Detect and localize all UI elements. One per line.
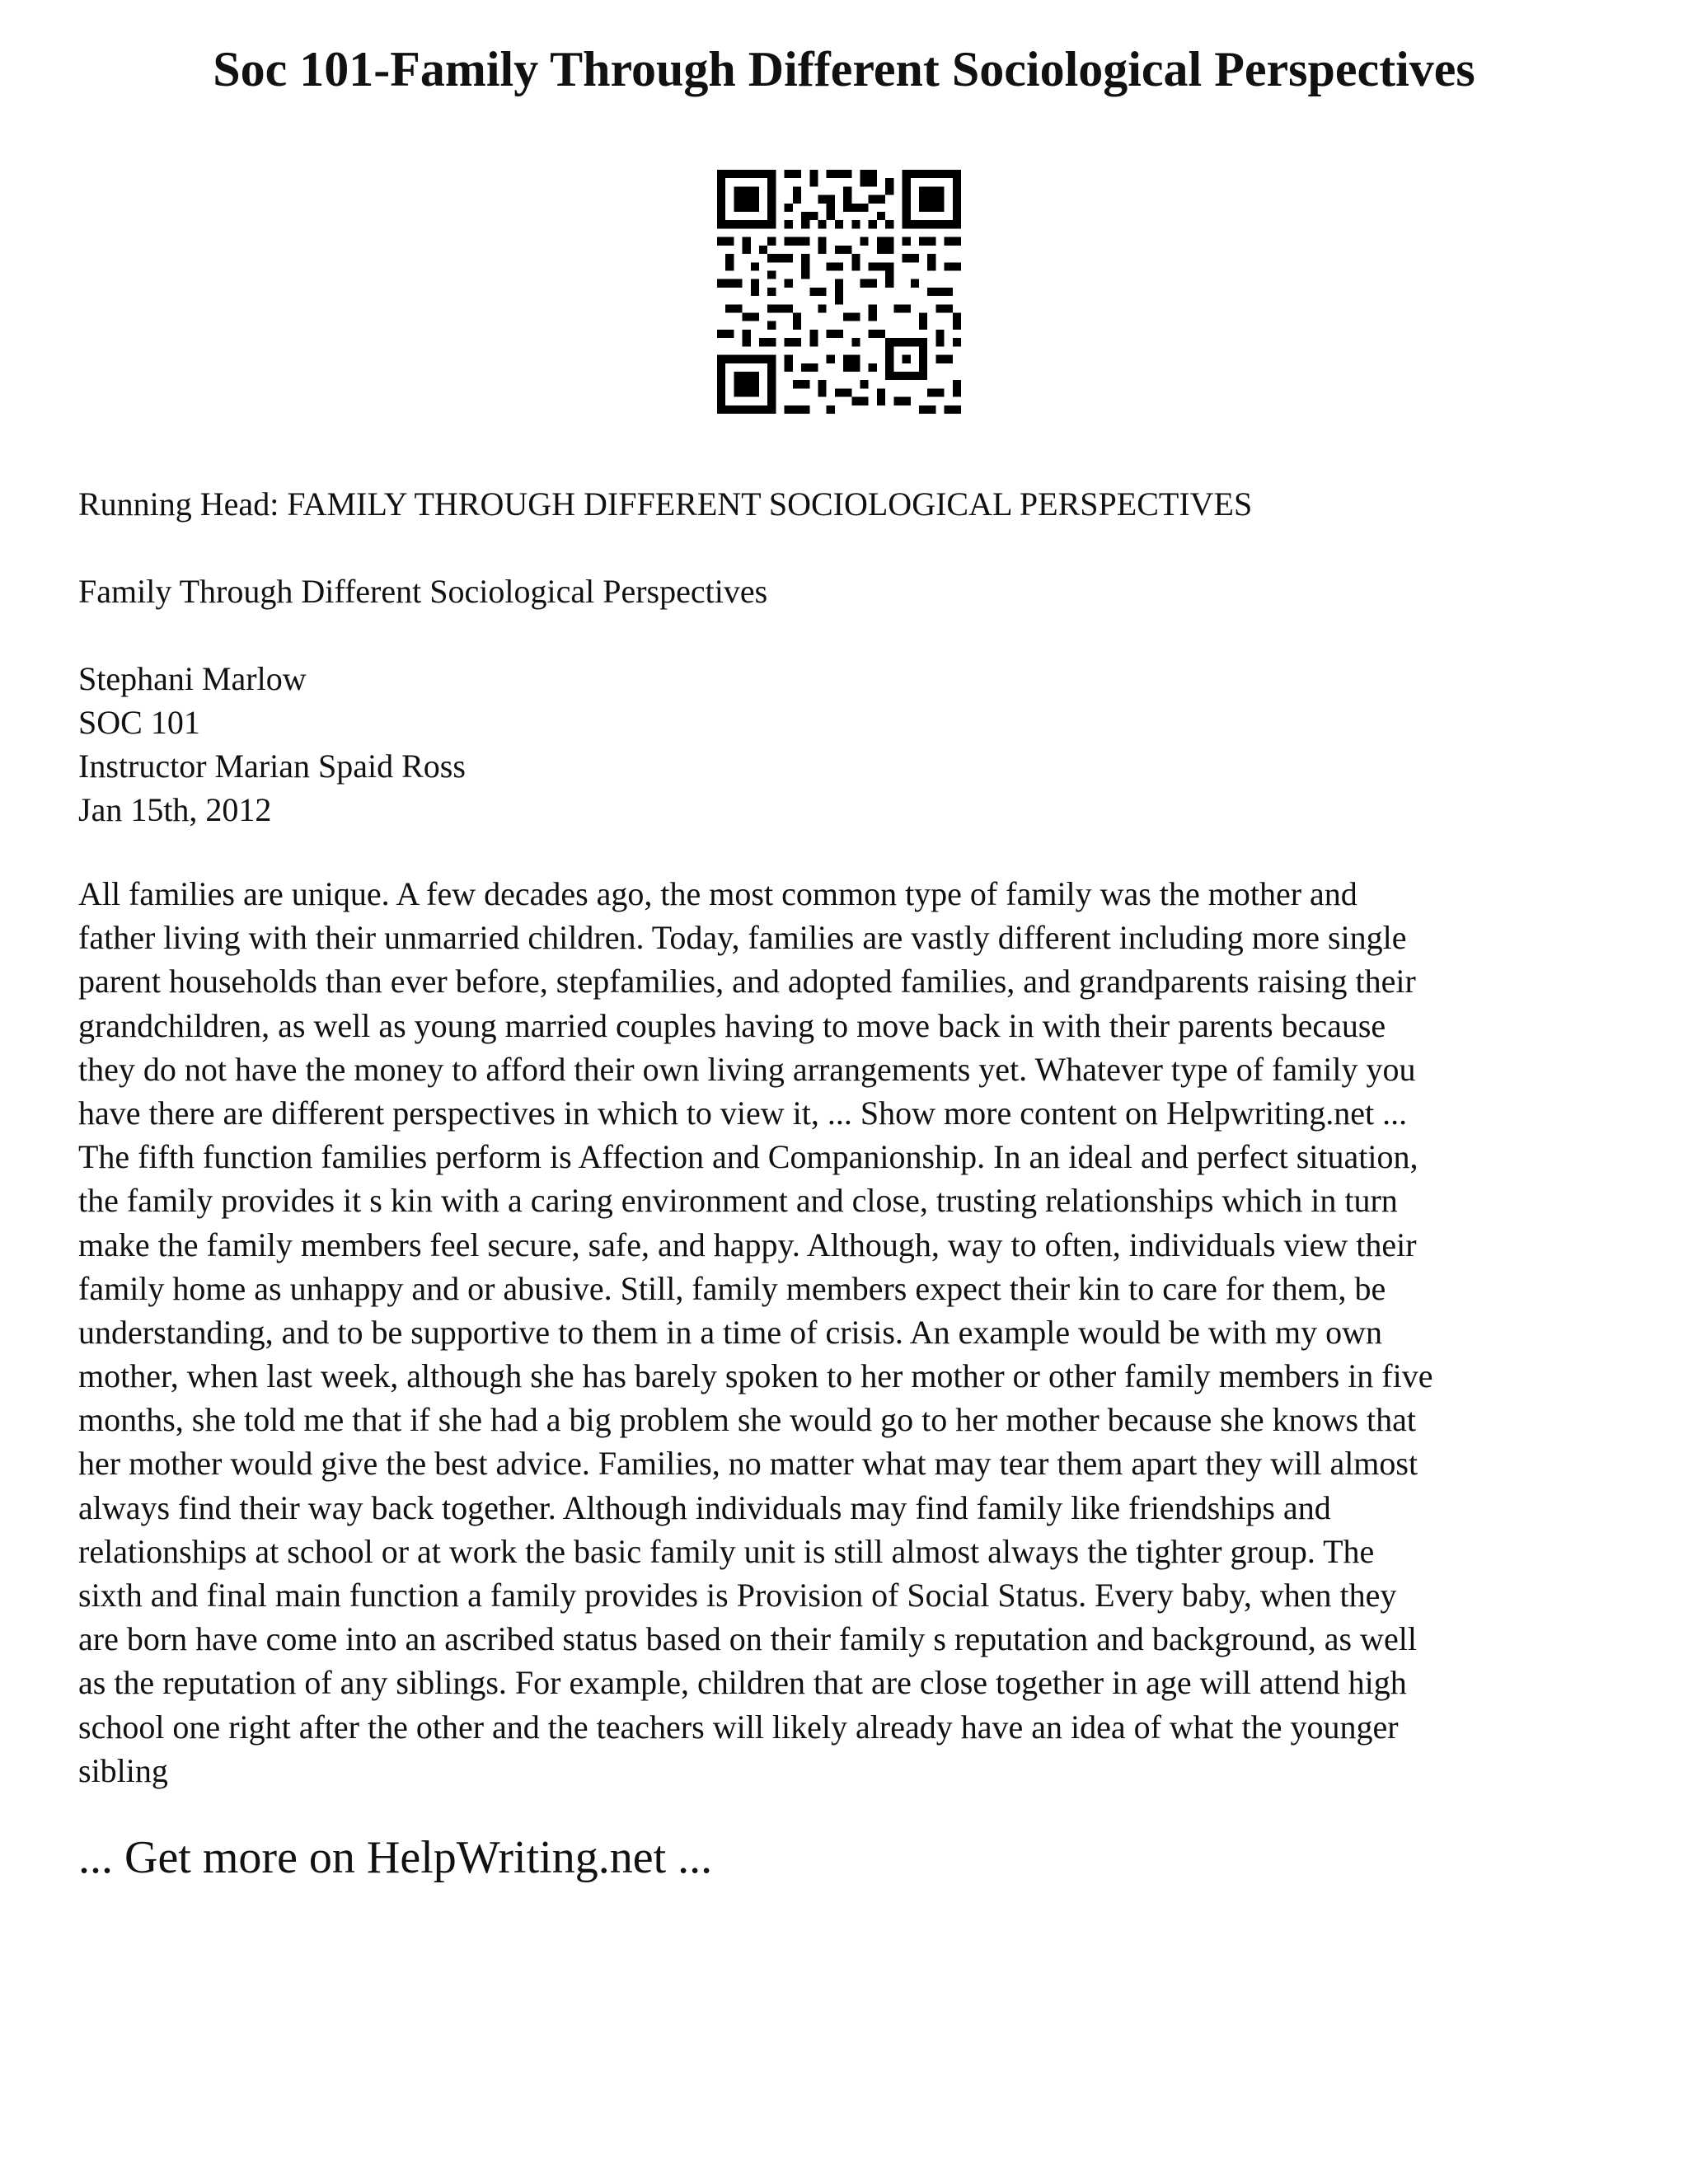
body-line: relationships at school or at work the basic family unit is still almost always the tighter group. The (78, 1532, 1375, 1570)
body-paragraph (78, 872, 1611, 1793)
body-line: The fifth function families perform is Affection and Companionship. In an ideal and perfect situation, (78, 1138, 1418, 1176)
body-line: father living with their unmarried children. Today, families are vastly different including more single (78, 919, 1407, 957)
body-line: sibling (78, 1751, 168, 1789)
body-line: school one right after the other and the teachers will likely already have an idea of what the younger (78, 1708, 1399, 1746)
body-line: have there are different perspectives in which to view it, ... Show more content on Helpwriting.net ... (78, 1094, 1408, 1132)
body-line: All families are unique. A few decades ago, the most common type of family was the mother and (78, 875, 1357, 912)
document-subtitle: Family Through Different Sociological Perspectives (78, 573, 768, 610)
body-line: they do not have the money to afford their own living arrangements yet. Whatever type of family you (78, 1050, 1416, 1088)
body-line: the family provides it s kin with a caring environment and close, trusting relationships which in turn (78, 1182, 1398, 1220)
document-date: Jan 15th, 2012 (78, 791, 272, 828)
get-more-link[interactable]: ... Get more on HelpWriting.net ... (78, 1832, 713, 1883)
body-line: sixth and final main function a family provides is Provision of Social Status. Every baby, when they (78, 1577, 1397, 1614)
author-block (78, 657, 466, 832)
document-title: Soc 101-Family Through Different Sociological Perspectives (213, 42, 1475, 96)
body-line: always find their way back together. Although individuals may find family like friendships and (78, 1488, 1331, 1526)
body-line: mother, when last week, although she has barely spoken to her mother or other family members in five (78, 1357, 1433, 1395)
body-line: months, she told me that if she had a big problem she would go to her mother because she knows that (78, 1401, 1417, 1439)
instructor-name: Instructor Marian Spaid Ross (78, 748, 466, 785)
body-line: family home as unhappy and or abusive. Still, family members expect their kin to care for them, be (78, 1269, 1386, 1307)
body-line: make the family members feel secure, safe, and happy. Although, way to often, individuals view their (78, 1226, 1417, 1263)
body-line: grandchildren, as well as young married couples having to move back in with their parents because (78, 1006, 1386, 1044)
course-name: SOC 101 (78, 704, 200, 741)
body-line: as the reputation of any siblings. For example, children that are close together in age will attend high (78, 1664, 1407, 1702)
running-head: Running Head: FAMILY THROUGH DIFFERENT SOCIOLOGICAL PERSPECTIVES (78, 485, 1253, 523)
body-line: understanding, and to be supportive to them in a time of crisis. An example would be with my own (78, 1313, 1382, 1351)
body-line: parent households than ever before, stepfamilies, and adopted families, and grandparents raising their (78, 963, 1416, 1001)
qr-code-icon (717, 170, 961, 414)
author-name: Stephani Marlow (78, 660, 307, 697)
body-line: her mother would give the best advice. Families, no matter what may tear them apart they will almost (78, 1445, 1418, 1483)
body-line: are born have come into an ascribed status based on their family s reputation and background, as well (78, 1620, 1417, 1658)
